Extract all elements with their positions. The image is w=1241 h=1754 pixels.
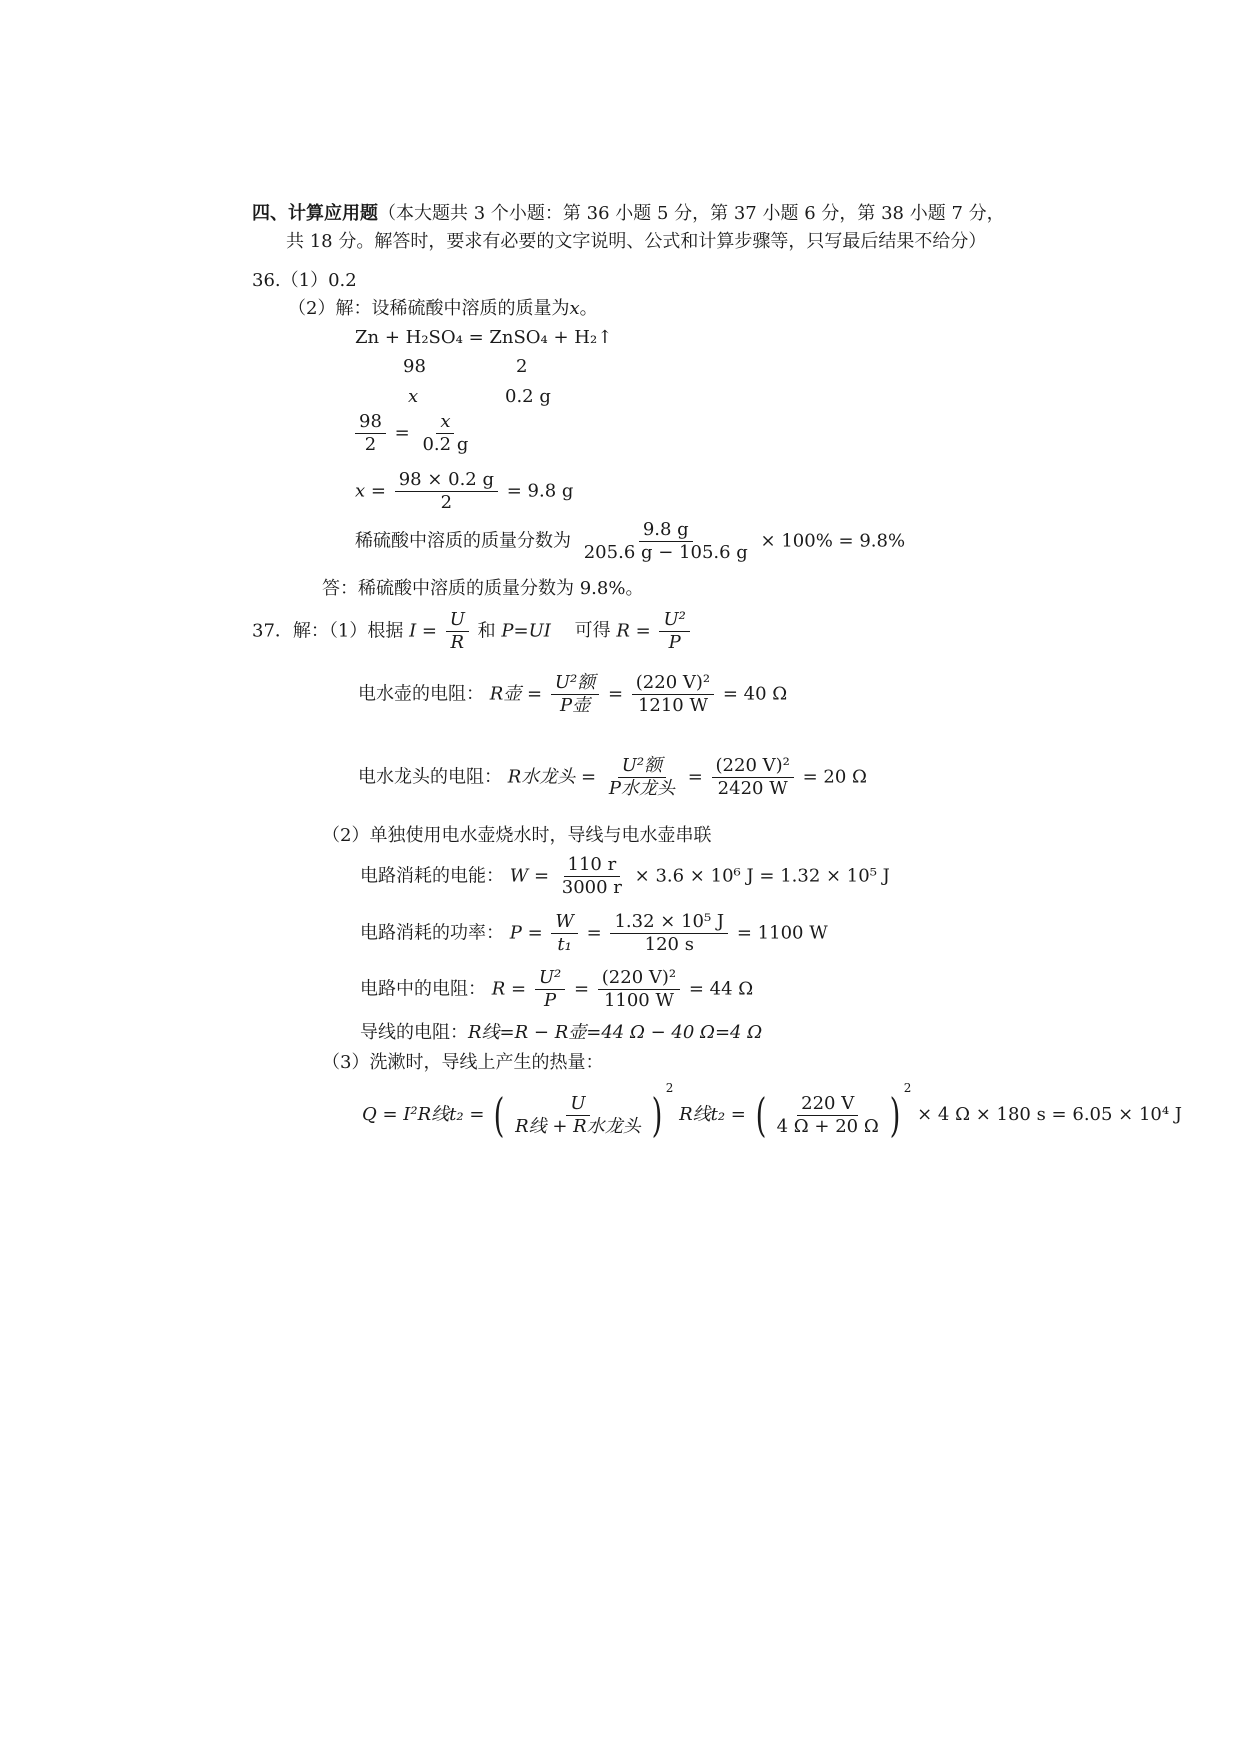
q37-energy [360, 855, 890, 898]
section-instructions-1: （本大题共 3 个小题：第 36 小题 5 分，第 37 小题 6 分，第 38 小题 7 分， [378, 203, 1005, 224]
q37-power-P: P = [509, 922, 543, 944]
q36-proportion-left-num: 98 [355, 412, 386, 434]
q36-mass-fraction-label: 稀硫酸中溶质的质量分数为 [355, 530, 571, 552]
q37-power-frac2 [610, 912, 728, 955]
q37-energy-label: 电路消耗的电能： [360, 865, 504, 887]
q37-p1-R-den: P [668, 631, 681, 653]
q36-proportion-right [418, 412, 472, 455]
q37-power-num2: 1.32 × 10⁵ J [610, 912, 728, 934]
q36-ratio-x: x [408, 386, 419, 407]
q37-res-num: U² [535, 968, 565, 990]
q37-energy-num: 110 r [564, 855, 621, 877]
q37-q-frac [511, 1094, 645, 1137]
q36-proportion-left [355, 412, 386, 455]
q37-q-square-1: 2 [665, 1081, 674, 1095]
q37-q-den2: 4 Ω + 20 Ω [776, 1115, 879, 1137]
q37-energy-den: 3000 r [561, 876, 622, 898]
q37-p1-den: R [450, 631, 465, 653]
q37-part3: （3）洗漱时，导线上产生的热量： [322, 1052, 604, 1073]
q37-kettle-label: 电水壶的电阻： [358, 683, 484, 705]
q37-tap-frac2 [712, 756, 794, 799]
q37-res-den: P [543, 989, 557, 1011]
q37-close-paren-2: ) [889, 1088, 901, 1142]
q37-power-rhs: = 1100 W [736, 922, 828, 944]
q37-tap-den2: 2420 W [717, 777, 788, 799]
q36-mass-fraction-rhs: × 100% = 9.8% [760, 530, 906, 552]
q37-intro: 37．解：（1）根据 [252, 620, 404, 642]
q36-proportion-right-den: 0.2 g [422, 433, 469, 455]
q37-res-rhs: = 44 Ω [688, 978, 754, 1000]
q37-wire-label: 导线的电阻： [360, 1022, 468, 1043]
q36-proportion-left-den: 2 [364, 433, 377, 455]
q37-power-den2: 120 s [644, 933, 694, 955]
q37-p1-and: 和 [477, 620, 496, 642]
section-instructions-2: 共 18 分。解答时，要求有必要的文字说明、公式和计算步骤等，只写最后结果不给分） [286, 231, 987, 252]
q37-q-mid: R线t₂ = [679, 1104, 746, 1125]
q37-open-paren-2: ( [755, 1088, 766, 1142]
q37-res-den2: 1100 W [603, 989, 674, 1011]
q36-mass-fraction-frac [580, 520, 752, 563]
q37-resistance: 电路中的电阻： R = $\frac{\text{U²}}{P}$ = $\frac{\text{(220 V)²}}{1100 W}$ = 44 Ω [360, 967, 754, 1011]
q37-p1-then: 可得 [574, 620, 611, 642]
q36-ratio-2: 2 [516, 356, 528, 377]
q37-res-R: R = [491, 978, 527, 1000]
q37-energy-rhs: × 3.6 × 10⁶ J = 1.32 × 10⁵ J [634, 865, 890, 887]
q37-tap-frac [605, 756, 679, 799]
q37-kettle: 电水壶的电阻： R壶 = $\frac{\text{U²额}}{\text{P壶}}$ = $\frac{\text{(220 V)²}}{1210 W}$ = 40 Ω [358, 672, 788, 716]
q36-var-x: x [569, 298, 580, 319]
q36-mass-fraction-den: 205.6 g − 105.6 g [583, 541, 748, 563]
q37-q-den: R线 + R水龙头 [515, 1115, 641, 1137]
q36-answer: 答：稀硫酸中溶质的质量分数为 9.8%。 [322, 578, 644, 599]
q36-solve-num: 98 × 0.2 g [395, 470, 498, 492]
q36-part2-text: （2）解：设稀硫酸中溶质的质量为 [288, 298, 570, 319]
q37-q-num: U [566, 1094, 589, 1116]
q37-open-paren-1: ( [493, 1088, 505, 1142]
q37-q-frac2 [773, 1094, 883, 1137]
q37-energy-frac [558, 855, 626, 898]
q37-part1 [252, 610, 693, 653]
q37-close-paren-1: ) [651, 1088, 663, 1142]
q37-tap: 电水龙头的电阻： R水龙头 = $\frac{\text{U²额}}{\text{P水龙头}}$ = $\frac{\text{(220 V)²}}{2420 W}$ = 20 Ω [358, 755, 867, 799]
q36-proportion [352, 412, 475, 455]
q37-kettle-num2: (220 V)² [632, 673, 714, 695]
q37-res-frac2 [598, 968, 680, 1011]
q37-q-lhs: Q = I²R线t₂ = [362, 1104, 485, 1125]
q36-chemical-equation: Zn + H₂SO₄ = ZnSO₄ + H₂↑ [355, 327, 613, 348]
q36-ratio-98: 98 [403, 356, 426, 377]
q37-kettle-num: U²额 [551, 673, 599, 695]
q37-kettle-R: R壶 = [489, 683, 543, 705]
q37-tap-R: R水龙头 = [507, 766, 597, 788]
q37-res-frac [535, 968, 565, 1011]
q37-part2: （2）单独使用电水壶烧水时，导线与电水壶串联 [322, 825, 712, 846]
q37-tap-label: 电水龙头的电阻： [358, 766, 502, 788]
q37-kettle-frac [551, 673, 599, 716]
q36-solve-fraction [395, 470, 498, 513]
q37-wire [360, 1022, 762, 1045]
q36-mass-fraction-num: 9.8 g [639, 520, 693, 542]
q37-p1-R: R = [616, 620, 651, 642]
q37-energy-W: W = [509, 865, 550, 887]
q37-power-den: t₁ [557, 933, 572, 955]
q37-heat-equation [362, 1081, 1183, 1142]
q37-kettle-den2: 1210 W [637, 694, 708, 716]
q36-mass-fraction [355, 520, 905, 563]
q36-ratio-0-2g: 0.2 g [505, 386, 551, 407]
q37-res-label: 电路中的电阻： [360, 978, 486, 1000]
q37-p1-frac [446, 610, 469, 653]
q37-wire-expr: R线=R − R壶=44 Ω − 40 Ω=4 Ω [468, 1022, 763, 1043]
q37-tap-den: P水龙头 [608, 777, 675, 799]
q36-proportion-right-num: x [436, 412, 454, 434]
q37-p1-P: P=UI [501, 620, 551, 642]
q37-kettle-den: P壶 [559, 694, 591, 716]
q37-power-label: 电路消耗的功率： [360, 922, 504, 944]
q37-q-num2: 220 V [797, 1094, 858, 1116]
q37-power: 电路消耗的功率： P = $\frac{W}{\text{t₁}}$ = $\frac{\text{1.32 × 10⁵ J}}{120 s}$ = 1100 W [360, 911, 828, 955]
q37-kettle-frac2 [632, 673, 714, 716]
q36-period: 。 [579, 298, 598, 319]
section-title-line [252, 203, 1005, 226]
q37-p1-R-frac [659, 610, 689, 653]
q37-tap-num2: (220 V)² [712, 756, 794, 778]
q36-part2-intro [288, 298, 598, 321]
q37-power-frac [551, 912, 578, 955]
q36-solve-lhs: x = [355, 480, 386, 502]
q37-p1-R-num: U² [659, 610, 689, 632]
q36-solve-den: 2 [440, 491, 453, 513]
q37-q-rhs: × 4 Ω × 180 s = 6.05 × 10⁴ J [917, 1104, 1183, 1125]
q37-tap-rhs: = 20 Ω [802, 766, 867, 788]
q37-p1-num: U [446, 610, 469, 632]
q37-power-num: W [551, 912, 578, 934]
q36-solve-rhs: = 9.8 g [506, 480, 574, 502]
q37-res-num2: (220 V)² [598, 968, 680, 990]
q36-solve-x [355, 470, 573, 513]
q37-q-square-2: 2 [903, 1081, 912, 1095]
q36-proportion-eq: = [394, 422, 410, 444]
q37-tap-num: U²额 [618, 756, 666, 778]
q37-p1-I: I = [409, 620, 438, 642]
q37-kettle-rhs: = 40 Ω [722, 683, 788, 705]
section-title: 四、计算应用题 [252, 203, 378, 224]
q36-part1: 36.（1）0.2 [252, 270, 357, 291]
